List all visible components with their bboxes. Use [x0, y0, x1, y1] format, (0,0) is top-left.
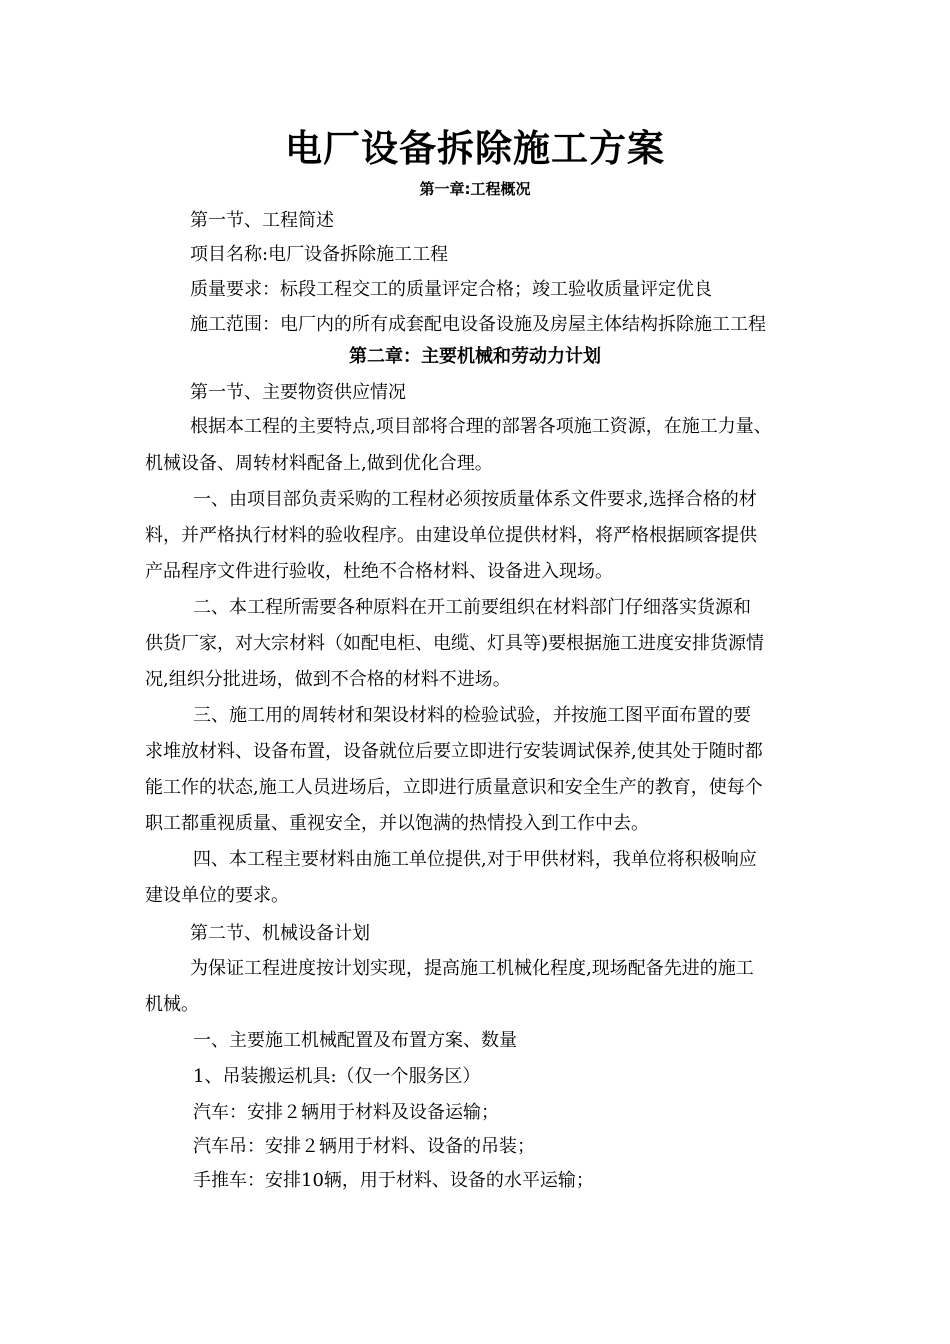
- chapter-heading: 第一章:工程概况: [419, 180, 531, 198]
- paragraph-line: 质量要求：标段工程交工的质量评定合格；竣工验收质量评定优良: [190, 279, 712, 300]
- paragraph-line: 手推车：安排10辆，用于材料、设备的水平运输；: [193, 1170, 594, 1191]
- paragraph-line: 项目名称:电厂设备拆除施工工程: [190, 244, 449, 265]
- document-title: 电厂设备拆除施工方案: [285, 127, 665, 170]
- section-heading: 第一节、工程简述: [190, 210, 334, 231]
- paragraph-line: 供货厂家，对大宗材料（如配电柜、电缆、灯具等)要根据施工进度安排货源情: [145, 633, 765, 654]
- paragraph-line: 1、吊装搬运机具:（仅一个服务区）: [193, 1066, 481, 1087]
- paragraph-line: 汽车吊：安排２辆用于材料、设备的吊装；: [193, 1136, 535, 1157]
- paragraph-line: 能工作的状态,施工人员进场后，立即进行质量意识和安全生产的教育，使每个: [145, 777, 763, 798]
- paragraph-line: 一、由项目部负责采购的工程材必须按质量体系文件要求,选择合格的材: [193, 489, 757, 510]
- paragraph-line: 机械。: [145, 994, 199, 1015]
- paragraph-line: 二、本工程所需要各种原料在开工前要组织在材料部门仔细落实货源和: [193, 597, 751, 618]
- chapter-heading: 第二章：主要机械和劳动力计划: [349, 346, 601, 367]
- paragraph-line: 建设单位的要求。: [145, 885, 289, 906]
- paragraph-line: 料，并严格执行材料的验收程序。由建设单位提供材料，将严格根据顾客提供: [145, 525, 757, 546]
- paragraph-line: 施工范围：电厂内的所有成套配电设备设施及房屋主体结构拆除施工工程: [190, 314, 766, 335]
- paragraph-line: 四、本工程主要材料由施工单位提供,对于甲供材料，我单位将积极响应: [193, 849, 757, 870]
- paragraph-line: 况,组织分批进场，做到不合格的材料不进场。: [145, 669, 511, 690]
- paragraph-line: 三、施工用的周转材和架设材料的检验试验，并按施工图平面布置的要: [193, 705, 751, 726]
- section-heading: 第二节、机械设备计划: [190, 923, 370, 944]
- paragraph-line: 为保证工程进度按计划实现，提高施工机械化程度,现场配备先进的施工: [190, 958, 754, 979]
- paragraph-line: 产品程序文件进行验收，杜绝不合格材料、设备进入现场。: [145, 561, 613, 582]
- paragraph-line: 机械设备、周转材料配备上,做到优化合理。: [145, 453, 493, 474]
- section-heading: 第一节、主要物资供应情况: [190, 382, 406, 403]
- paragraph-line: 求堆放材料、设备布置，设备就位后要立即进行安装调试保养,使其处于随时都: [145, 741, 763, 762]
- paragraph-line: 一、主要施工机械配置及布置方案、数量: [193, 1030, 517, 1051]
- paragraph-line: 汽车：安排２辆用于材料及设备运输；: [193, 1102, 499, 1123]
- paragraph-line: 职工都重视质量、重视安全，并以饱满的热情投入到工作中去。: [145, 813, 649, 834]
- paragraph-line: 根据本工程的主要特点,项目部将合理的部署各项施工资源，在施工力量、: [190, 416, 772, 437]
